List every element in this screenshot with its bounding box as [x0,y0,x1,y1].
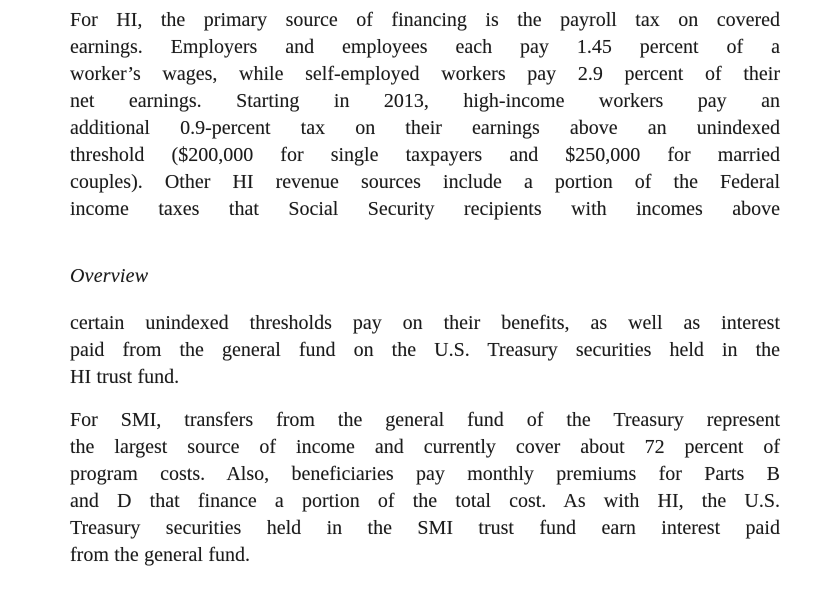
text-line: For HI, the primary source of financing is the payroll tax on covered [70,9,780,31]
text-line: HI trust fund. [70,366,180,388]
paragraph-smi-financing [70,407,780,569]
text-line: earnings. Employers and employees each pay 1.45 percent of a [70,36,780,58]
section-heading-overview: Overview [70,265,149,287]
text-line: the largest source of income and currently cover about 72 percent of [70,436,780,458]
text-line: income taxes that Social Security recipients with incomes above [70,198,780,220]
text-line: threshold ($200,000 for single taxpayers and $250,000 for married [70,144,780,166]
text-line: For SMI, transfers from the general fund of the Treasury represent [70,409,780,431]
text-line: paid from the general fund on the U.S. Treasury securities held in the [70,339,780,361]
text-line: program costs. Also, beneficiaries pay monthly premiums for Parts B [70,463,780,485]
text-line: from the general fund. [70,544,251,566]
paragraph-hi-financing [70,7,780,223]
text-line: Treasury securities held in the SMI trust fund earn interest paid [70,517,780,539]
text-line: and D that finance a portion of the total cost. As with HI, the U.S. [70,490,780,512]
text-line: worker’s wages, while self-employed workers pay 2.9 percent of their [70,63,780,85]
text-line: couples). Other HI revenue sources include a portion of the Federal [70,171,780,193]
paragraph-thresholds-continuation [70,310,780,391]
text-line: certain unindexed thresholds pay on their benefits, as well as interest [70,312,780,334]
text-line: additional 0.9-percent tax on their earnings above an unindexed [70,117,780,139]
text-line: net earnings. Starting in 2013, high-income workers pay an [70,90,780,112]
